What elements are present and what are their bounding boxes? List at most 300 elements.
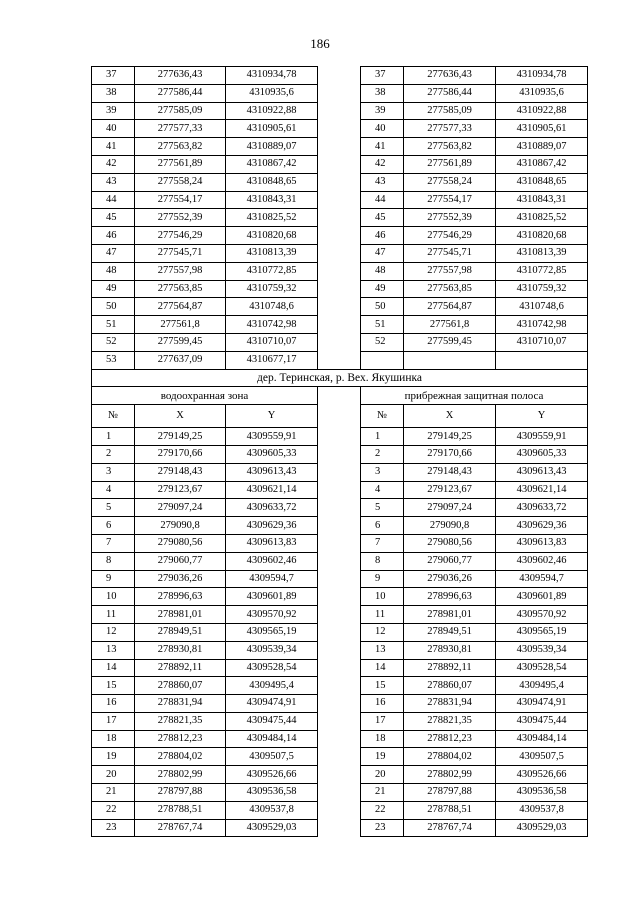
y-coordinate: 4309474,91: [226, 695, 318, 713]
point-number: 51: [92, 316, 135, 334]
x-coordinate: 278949,51: [404, 623, 496, 641]
y-coordinate: 4310748,6: [226, 298, 318, 316]
y-coordinate: 4309621,14: [496, 481, 588, 499]
table-gap: [318, 155, 361, 173]
x-coordinate: 277554,17: [404, 191, 496, 209]
table-gap: [318, 570, 361, 588]
y-coordinate: 4309605,33: [226, 445, 318, 463]
table-row: [92, 748, 588, 766]
point-number: 5: [361, 499, 404, 517]
x-coordinate: 277554,17: [135, 191, 226, 209]
x-coordinate: 277563,85: [404, 280, 496, 298]
point-number: 49: [92, 280, 135, 298]
x-coordinate: 278831,94: [135, 695, 226, 713]
x-coordinate: 278767,74: [404, 819, 496, 837]
lower-coordinates-block: [92, 428, 588, 837]
table-row: [92, 316, 588, 334]
y-coordinate: 4309475,44: [226, 712, 318, 730]
y-coordinate: 4309474,91: [496, 695, 588, 713]
point-number: 18: [92, 730, 135, 748]
point-number: 15: [92, 677, 135, 695]
y-coordinate: 4310825,52: [496, 209, 588, 227]
table-gap: [318, 463, 361, 481]
x-coordinate: 278788,51: [404, 801, 496, 819]
column-y-header: Y: [496, 405, 588, 428]
y-coordinate: 4310934,78: [226, 67, 318, 85]
point-number: 43: [361, 173, 404, 191]
x-coordinate: 278981,01: [135, 606, 226, 624]
point-number: 13: [92, 641, 135, 659]
column-number-header: №: [361, 405, 404, 428]
table-gap: [318, 641, 361, 659]
y-coordinate: 4310820,68: [226, 227, 318, 245]
x-coordinate: 278812,23: [135, 730, 226, 748]
point-number: 21: [92, 784, 135, 802]
point-number: 42: [361, 155, 404, 173]
point-number: 2: [361, 445, 404, 463]
point-number: 47: [92, 244, 135, 262]
point-number: 44: [92, 191, 135, 209]
x-coordinate: 279170,66: [404, 445, 496, 463]
x-coordinate: 277563,85: [135, 280, 226, 298]
table-gap: [318, 244, 361, 262]
x-coordinate: 278949,51: [135, 623, 226, 641]
table-row: [92, 517, 588, 535]
point-number: 42: [92, 155, 135, 173]
section-header: [92, 369, 588, 428]
x-coordinate: 277637,09: [135, 351, 226, 369]
point-number: 23: [361, 819, 404, 837]
point-number: 13: [361, 641, 404, 659]
point-number: 40: [361, 120, 404, 138]
point-number: 20: [92, 766, 135, 784]
y-coordinate: 4309570,92: [496, 606, 588, 624]
point-number: 48: [361, 262, 404, 280]
point-number: 17: [361, 712, 404, 730]
x-coordinate: 278892,11: [135, 659, 226, 677]
x-coordinate: 277545,71: [135, 244, 226, 262]
point-number: 14: [92, 659, 135, 677]
point-number: 47: [361, 244, 404, 262]
point-number: 16: [92, 695, 135, 713]
point-number: 11: [92, 606, 135, 624]
point-number: 20: [361, 766, 404, 784]
y-coordinate: 4310867,42: [496, 155, 588, 173]
y-coordinate: 4310759,32: [226, 280, 318, 298]
point-number: 1: [92, 428, 135, 446]
table-gap: [318, 387, 361, 405]
table-row: [92, 659, 588, 677]
table-row: [92, 209, 588, 227]
point-number: 12: [92, 623, 135, 641]
column-x-header: X: [404, 405, 496, 428]
table-row: [92, 481, 588, 499]
point-number: 48: [92, 262, 135, 280]
y-coordinate: 4309529,03: [226, 819, 318, 837]
y-coordinate: 4309613,43: [226, 463, 318, 481]
y-coordinate: 4309602,46: [496, 552, 588, 570]
table-row: [92, 155, 588, 173]
y-coordinate: 4309621,14: [226, 481, 318, 499]
y-coordinate: 4310843,31: [496, 191, 588, 209]
point-number: 43: [92, 173, 135, 191]
x-coordinate: 279060,77: [135, 552, 226, 570]
point-number: 14: [361, 659, 404, 677]
y-coordinate: 4309559,91: [226, 428, 318, 446]
x-coordinate: 277563,82: [404, 138, 496, 156]
x-coordinate: 278930,81: [404, 641, 496, 659]
point-number: 37: [361, 67, 404, 85]
point-number: 18: [361, 730, 404, 748]
table-gap: [318, 784, 361, 802]
x-coordinate: 279097,24: [135, 499, 226, 517]
table-gap: [318, 588, 361, 606]
y-coordinate: 4309594,7: [226, 570, 318, 588]
y-coordinate: 4310935,6: [226, 84, 318, 102]
x-coordinate: 277561,8: [135, 316, 226, 334]
x-coordinate: 278860,07: [404, 677, 496, 695]
x-coordinate: 278797,88: [135, 784, 226, 802]
point-number: 3: [92, 463, 135, 481]
table-row: [92, 552, 588, 570]
table-row: [92, 534, 588, 552]
x-coordinate: 277577,33: [404, 120, 496, 138]
table-gap: [318, 677, 361, 695]
table-gap: [318, 120, 361, 138]
x-coordinate: 278821,35: [404, 712, 496, 730]
y-coordinate: 4310935,6: [496, 84, 588, 102]
y-coordinate: 4309629,36: [226, 517, 318, 535]
table-gap: [318, 534, 361, 552]
y-coordinate: 4310820,68: [496, 227, 588, 245]
point-number: 5: [92, 499, 135, 517]
table-row: [92, 227, 588, 245]
y-coordinate: 4309526,66: [496, 766, 588, 784]
table-row: [92, 588, 588, 606]
point-number: 22: [361, 801, 404, 819]
x-coordinate: 278996,63: [404, 588, 496, 606]
table-row: [92, 67, 588, 85]
x-coordinate: 278804,02: [135, 748, 226, 766]
y-coordinate: 4310742,98: [496, 316, 588, 334]
x-coordinate: 278831,94: [404, 695, 496, 713]
point-number: 12: [361, 623, 404, 641]
table-row: [92, 677, 588, 695]
y-coordinate: 4309529,03: [496, 819, 588, 837]
point-number: 1: [361, 428, 404, 446]
table-row: [92, 102, 588, 120]
point-number: 46: [361, 227, 404, 245]
x-coordinate: 277557,98: [404, 262, 496, 280]
coastal-protective-strip-header: прибрежная защитная полоса: [361, 387, 588, 405]
point-number: 39: [361, 102, 404, 120]
coordinates-table: [91, 66, 588, 837]
x-coordinate: 279036,26: [135, 570, 226, 588]
table-gap: [318, 445, 361, 463]
point-number: 3: [361, 463, 404, 481]
table-row: [92, 84, 588, 102]
x-coordinate: 278860,07: [135, 677, 226, 695]
table-gap: [318, 227, 361, 245]
x-coordinate: 277546,29: [135, 227, 226, 245]
page-number: 186: [310, 36, 330, 51]
column-number-header: №: [92, 405, 135, 428]
x-coordinate: 277546,29: [404, 227, 496, 245]
y-coordinate: 4310710,07: [226, 333, 318, 351]
x-coordinate: [404, 351, 496, 369]
y-coordinate: 4310813,39: [226, 244, 318, 262]
table-gap: [318, 280, 361, 298]
column-y-header: Y: [226, 405, 318, 428]
x-coordinate: 278788,51: [135, 801, 226, 819]
y-coordinate: 4310748,6: [496, 298, 588, 316]
point-number: 19: [361, 748, 404, 766]
x-coordinate: 279080,56: [404, 534, 496, 552]
y-coordinate: 4309484,14: [226, 730, 318, 748]
point-number: 50: [92, 298, 135, 316]
table-gap: [318, 262, 361, 280]
y-coordinate: 4310922,88: [226, 102, 318, 120]
x-coordinate: 277552,39: [135, 209, 226, 227]
x-coordinate: 277636,43: [404, 67, 496, 85]
point-number: 45: [361, 209, 404, 227]
x-coordinate: 277599,45: [404, 333, 496, 351]
y-coordinate: 4309613,83: [496, 534, 588, 552]
y-coordinate: 4310889,07: [496, 138, 588, 156]
table-gap: [318, 623, 361, 641]
column-x-header: X: [135, 405, 226, 428]
table-row: [92, 351, 588, 369]
y-coordinate: 4310742,98: [226, 316, 318, 334]
point-number: 45: [92, 209, 135, 227]
point-number: 17: [92, 712, 135, 730]
point-number: 41: [92, 138, 135, 156]
x-coordinate: 278767,74: [135, 819, 226, 837]
x-coordinate: 278797,88: [404, 784, 496, 802]
x-coordinate: 277563,82: [135, 138, 226, 156]
point-number: 49: [361, 280, 404, 298]
x-coordinate: 277558,24: [135, 173, 226, 191]
table-row: [92, 428, 588, 446]
y-coordinate: 4309633,72: [496, 499, 588, 517]
point-number: [361, 351, 404, 369]
y-coordinate: 4309601,89: [496, 588, 588, 606]
y-coordinate: 4310677,17: [226, 351, 318, 369]
point-number: 9: [361, 570, 404, 588]
y-coordinate: 4309539,34: [226, 641, 318, 659]
y-coordinate: 4309601,89: [226, 588, 318, 606]
y-coordinate: 4310905,61: [226, 120, 318, 138]
section-title: дер. Теринская, р. Вех. Якушинка: [92, 369, 588, 387]
table-row: [92, 819, 588, 837]
y-coordinate: 4310922,88: [496, 102, 588, 120]
point-number: 44: [361, 191, 404, 209]
y-coordinate: 4309539,34: [496, 641, 588, 659]
point-number: 53: [92, 351, 135, 369]
table-gap: [318, 552, 361, 570]
point-number: 4: [361, 481, 404, 499]
table-row: [92, 712, 588, 730]
y-coordinate: 4309605,33: [496, 445, 588, 463]
x-coordinate: 277561,8: [404, 316, 496, 334]
x-coordinate: 278996,63: [135, 588, 226, 606]
table-row: [92, 623, 588, 641]
x-coordinate: 279148,43: [135, 463, 226, 481]
table-row: [92, 730, 588, 748]
y-coordinate: 4309537,8: [226, 801, 318, 819]
y-coordinate: 4309594,7: [496, 570, 588, 588]
table-gap: [318, 316, 361, 334]
table-gap: [318, 517, 361, 535]
y-coordinate: 4309536,58: [496, 784, 588, 802]
x-coordinate: 278981,01: [404, 606, 496, 624]
y-coordinate: 4310772,85: [226, 262, 318, 280]
y-coordinate: 4309537,8: [496, 801, 588, 819]
x-coordinate: 277557,98: [135, 262, 226, 280]
table-row: [92, 570, 588, 588]
y-coordinate: 4309507,5: [496, 748, 588, 766]
y-coordinate: 4309559,91: [496, 428, 588, 446]
x-coordinate: 278804,02: [404, 748, 496, 766]
table-row: [92, 695, 588, 713]
upper-coordinates-block: [92, 67, 588, 370]
point-number: 23: [92, 819, 135, 837]
table-gap: [318, 481, 361, 499]
x-coordinate: 277561,89: [135, 155, 226, 173]
y-coordinate: 4309633,72: [226, 499, 318, 517]
table-row: [92, 463, 588, 481]
point-number: 41: [361, 138, 404, 156]
y-coordinate: [496, 351, 588, 369]
point-number: 7: [361, 534, 404, 552]
x-coordinate: 277586,44: [135, 84, 226, 102]
y-coordinate: 4310825,52: [226, 209, 318, 227]
x-coordinate: 279148,43: [404, 463, 496, 481]
x-coordinate: 277552,39: [404, 209, 496, 227]
y-coordinate: 4310772,85: [496, 262, 588, 280]
x-coordinate: 279036,26: [404, 570, 496, 588]
y-coordinate: 4309475,44: [496, 712, 588, 730]
x-coordinate: 277577,33: [135, 120, 226, 138]
x-coordinate: 277558,24: [404, 173, 496, 191]
table-row: [92, 191, 588, 209]
table-gap: [318, 819, 361, 837]
x-coordinate: 278802,99: [135, 766, 226, 784]
point-number: 52: [92, 333, 135, 351]
point-number: 50: [361, 298, 404, 316]
x-coordinate: 279097,24: [404, 499, 496, 517]
y-coordinate: 4309570,92: [226, 606, 318, 624]
x-coordinate: 277585,09: [404, 102, 496, 120]
y-coordinate: 4310843,31: [226, 191, 318, 209]
point-number: 46: [92, 227, 135, 245]
point-number: 40: [92, 120, 135, 138]
y-coordinate: 4309629,36: [496, 517, 588, 535]
table-row: [92, 120, 588, 138]
point-number: 22: [92, 801, 135, 819]
x-coordinate: 277586,44: [404, 84, 496, 102]
point-number: 38: [361, 84, 404, 102]
point-number: 52: [361, 333, 404, 351]
table-gap: [318, 499, 361, 517]
table-row: [92, 244, 588, 262]
point-number: 9: [92, 570, 135, 588]
y-coordinate: 4309507,5: [226, 748, 318, 766]
point-number: 8: [361, 552, 404, 570]
table-row: [92, 499, 588, 517]
y-coordinate: 4309613,83: [226, 534, 318, 552]
table-gap: [318, 712, 361, 730]
table-row: [92, 641, 588, 659]
x-coordinate: 279080,56: [135, 534, 226, 552]
point-number: 11: [361, 606, 404, 624]
x-coordinate: 278821,35: [135, 712, 226, 730]
point-number: 15: [361, 677, 404, 695]
x-coordinate: 278892,11: [404, 659, 496, 677]
y-coordinate: 4310813,39: [496, 244, 588, 262]
y-coordinate: 4310867,42: [226, 155, 318, 173]
point-number: 8: [92, 552, 135, 570]
table-gap: [318, 209, 361, 227]
y-coordinate: 4309495,4: [496, 677, 588, 695]
point-number: 7: [92, 534, 135, 552]
table-gap: [318, 606, 361, 624]
table-gap: [318, 102, 361, 120]
table-gap: [318, 659, 361, 677]
x-coordinate: 278812,23: [404, 730, 496, 748]
table-row: [92, 445, 588, 463]
point-number: 37: [92, 67, 135, 85]
x-coordinate: 277564,87: [135, 298, 226, 316]
point-number: 51: [361, 316, 404, 334]
table-gap: [318, 67, 361, 85]
x-coordinate: 279090,8: [135, 517, 226, 535]
table-gap: [318, 138, 361, 156]
y-coordinate: 4310710,07: [496, 333, 588, 351]
point-number: 2: [92, 445, 135, 463]
x-coordinate: 278930,81: [135, 641, 226, 659]
x-coordinate: 277564,87: [404, 298, 496, 316]
x-coordinate: 279090,8: [404, 517, 496, 535]
y-coordinate: 4310934,78: [496, 67, 588, 85]
x-coordinate: 279123,67: [404, 481, 496, 499]
table-row: [92, 280, 588, 298]
x-coordinate: 277585,09: [135, 102, 226, 120]
point-number: 16: [361, 695, 404, 713]
table-row: [92, 298, 588, 316]
table-gap: [318, 298, 361, 316]
x-coordinate: 279170,66: [135, 445, 226, 463]
table-gap: [318, 730, 361, 748]
table-gap: [318, 405, 361, 428]
point-number: 39: [92, 102, 135, 120]
x-coordinate: 277636,43: [135, 67, 226, 85]
y-coordinate: 4309565,19: [226, 623, 318, 641]
point-number: 4: [92, 481, 135, 499]
y-coordinate: 4310759,32: [496, 280, 588, 298]
x-coordinate: 277599,45: [135, 333, 226, 351]
table-row: [92, 262, 588, 280]
y-coordinate: 4309565,19: [496, 623, 588, 641]
y-coordinate: 4310848,65: [496, 173, 588, 191]
table-row: [92, 138, 588, 156]
y-coordinate: 4309528,54: [226, 659, 318, 677]
y-coordinate: 4309602,46: [226, 552, 318, 570]
table-gap: [318, 351, 361, 369]
point-number: 38: [92, 84, 135, 102]
x-coordinate: 279149,25: [404, 428, 496, 446]
x-coordinate: 278802,99: [404, 766, 496, 784]
